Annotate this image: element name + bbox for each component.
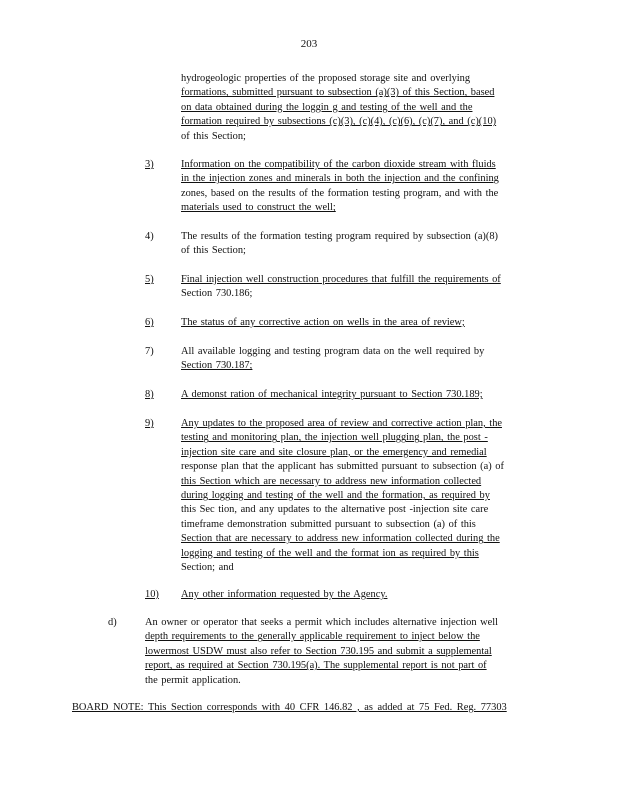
- list-item: [181, 230, 541, 259]
- text-line: Any other information requested by the Agency.: [181, 589, 388, 600]
- text-line: depth requirements to the generally applicable requirement to inject below the: [145, 631, 480, 643]
- list-item: [181, 273, 541, 302]
- text-line: The status of any corrective action on wells in the area of review;: [181, 317, 465, 328]
- text-line: injection site care and site closure plan, or the emergency and remedial: [181, 446, 487, 458]
- list-item: [181, 158, 541, 216]
- text-line: Section that are necessary to address new information collected during the: [181, 533, 500, 545]
- text-line: timeframe demonstration submitted pursuant to subsection (a) of this: [181, 518, 476, 530]
- text-line: Section; and: [181, 562, 234, 574]
- text-line: of this Section;: [181, 245, 246, 257]
- text-line: hydrogeologic properties of the proposed storage site and overlying: [181, 73, 471, 84]
- list-item: [181, 417, 541, 575]
- item-number: 3): [145, 159, 154, 170]
- text-line: during logging and testing of the well and the formation, as required by: [181, 490, 490, 502]
- text-line: Section 730.186;: [181, 288, 253, 300]
- text-line: Any updates to the proposed area of review and corrective action plan, the: [181, 418, 502, 429]
- text-line: this Section which are necessary to address new information collected: [181, 475, 482, 487]
- item-number: 8): [145, 389, 154, 400]
- text-line: Section 730.187;: [181, 360, 253, 372]
- page-number: 203: [300, 38, 318, 50]
- text-line: report, as required at Section 730.195(a). The supplemental report is not part of: [145, 660, 487, 672]
- item-number: 7): [145, 346, 154, 357]
- text-line: Final injection well construction procedures that fulfill the requirements of: [181, 274, 501, 285]
- text-line: logging and testing of the well and the format ion as required by this: [181, 547, 479, 559]
- text-line: zones, based on the results of the formation testing program, and with the: [181, 187, 499, 199]
- text-line: formations, submitted pursuant to subsection (a)(3) of this Section, based: [181, 87, 495, 99]
- item-number: 9): [145, 418, 154, 429]
- text-line: response plan that the applicant has submitted pursuant to subsection (a) of: [181, 461, 504, 473]
- board-note: [72, 701, 542, 715]
- text-line: the permit application.: [145, 674, 241, 686]
- text-line: this Sec tion, and any updates to the alternative post -injection site care: [181, 504, 489, 516]
- text-line: Information on the compatibility of the carbon dioxide stream with fluids: [181, 159, 496, 170]
- text-line: The results of the formation testing program required by subsection (a)(8): [181, 231, 499, 242]
- text-line: A demonst ration of mechanical integrity pursuant to Section 730.189;: [181, 389, 483, 400]
- text-line: All available logging and testing program data on the well required by: [181, 346, 485, 357]
- text-line: testing and monitoring plan, the injection well plugging plan, the post -: [181, 432, 488, 444]
- text-line: materials used to construct the well;: [181, 202, 336, 214]
- subsection-label: d): [108, 617, 117, 628]
- text-line: lowermost USDW must also refer to Section 730.195 and submit a supplemental: [145, 645, 492, 657]
- list-item: [181, 388, 541, 402]
- item-number: 6): [145, 317, 154, 328]
- list-item: [181, 345, 541, 374]
- subsection-d: [145, 616, 540, 688]
- text-line: of this Section;: [181, 130, 246, 142]
- text-line: on data obtained during the loggin g and testing of the well and the: [181, 101, 473, 113]
- text-line: formation required by subsections (c)(3), (c)(4), (c)(6), (c)(7), and (c)(10): [181, 116, 497, 128]
- item-number: 5): [145, 274, 154, 285]
- list-item: [181, 316, 541, 330]
- continuation-paragraph: [181, 72, 541, 144]
- item-number: 10): [145, 589, 159, 600]
- list-item: [181, 588, 541, 602]
- text-line: in the injection zones and minerals in both the injection and the confining: [181, 173, 499, 185]
- item-number: 4): [145, 231, 154, 242]
- text-line: An owner or operator that seeks a permit which includes alternative injection well: [145, 617, 499, 628]
- board-note-text: BOARD NOTE: This Section corresponds with 40 CFR 146.82 , as added at 75 Fed. Reg. 77303: [72, 702, 507, 713]
